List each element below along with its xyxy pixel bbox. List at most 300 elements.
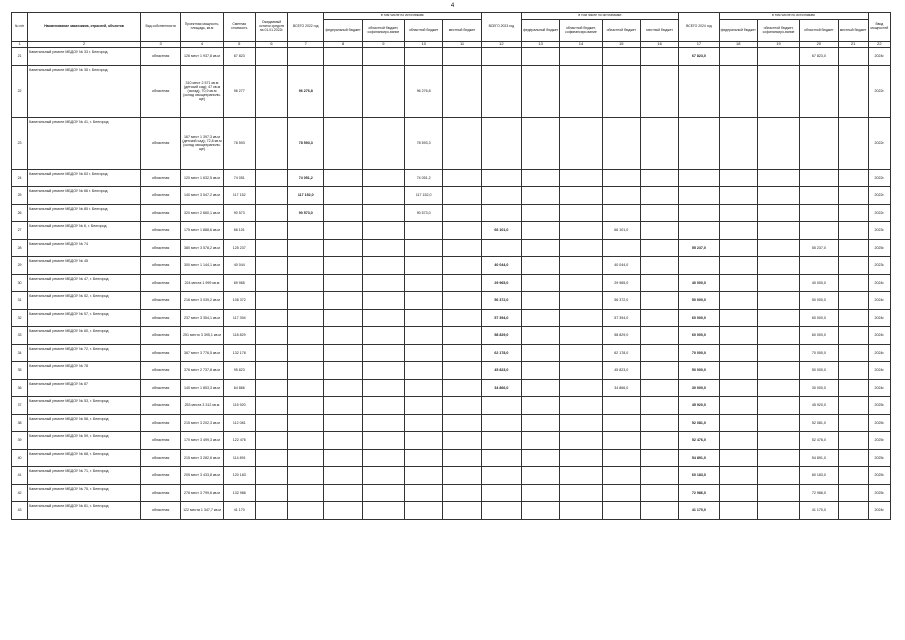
cell-name: Капитальный ремонт МБДОУ № 68, г. Белгород (28, 449, 141, 467)
cell-t24 (679, 187, 719, 205)
cell-yr: 2022г. (868, 187, 890, 205)
cell-t24: 45 920,0 (679, 397, 719, 415)
cell-cap: 380 мест 3 578,2 кв.м (181, 239, 223, 257)
cell-r23: 57 394,0 (602, 309, 640, 327)
cell-exp (255, 502, 287, 520)
cell-own: областная (141, 274, 181, 292)
cell-l23 (640, 467, 678, 485)
cell-r22: 90 573,0 (405, 204, 443, 222)
cell-name: Капитальный ремонт МБДОУ № 52, г. Белгород (28, 292, 141, 310)
cell-l23 (640, 414, 678, 432)
cell-f24 (719, 292, 757, 310)
cell-exp (255, 362, 287, 380)
cell-r22 (405, 379, 443, 397)
cell-c22 (362, 414, 404, 432)
cell-r22 (405, 397, 443, 415)
cell-f24 (719, 362, 757, 380)
cell-f22 (324, 187, 362, 205)
cell-c22 (362, 239, 404, 257)
cell-f22 (324, 117, 362, 169)
cell-t22 (288, 397, 324, 415)
cell-f24 (719, 257, 757, 275)
cell-t24 (679, 257, 719, 275)
cell-c22 (362, 117, 404, 169)
cell-t24: 52 476,0 (679, 432, 719, 450)
cell-l23 (640, 48, 678, 66)
column-index-cell: 22 (868, 42, 890, 48)
cell-r23 (602, 467, 640, 485)
cell-t22 (288, 502, 324, 520)
cell-own: областная (141, 344, 181, 362)
cell-own: областная (141, 239, 181, 257)
cell-c22 (362, 449, 404, 467)
cell-t24: 67 823,0 (679, 48, 719, 66)
cell-r22 (405, 257, 443, 275)
cell-l22 (443, 187, 481, 205)
cell-r24: 60 000,0 (800, 309, 838, 327)
cell-c24 (757, 169, 799, 187)
cell-f24 (719, 222, 757, 240)
table-row (12, 239, 891, 257)
cell-l22 (443, 48, 481, 66)
cell-cap: 367 мест 3 776,5 кв.м (181, 344, 223, 362)
cell-f23 (522, 432, 560, 450)
column-index-cell: 16 (640, 42, 678, 48)
cell-t23 (481, 169, 521, 187)
cell-cap: 237 мест 3 354,1 кв.м (181, 309, 223, 327)
cell-l24 (838, 257, 868, 275)
cell-cap: 205 мест 3 433,8 кв.м (181, 467, 223, 485)
cell-yr: 2025г. (868, 432, 890, 450)
cell-c24 (757, 187, 799, 205)
cell-r23 (602, 414, 640, 432)
column-index-cell: 17 (679, 42, 719, 48)
cell-f23 (522, 65, 560, 117)
cell-yr: 2025г. (868, 397, 890, 415)
cell-exp (255, 239, 287, 257)
cell-r23 (602, 239, 640, 257)
cell-t24: 60 000,0 (679, 309, 719, 327)
header-capacity: Проектная мощность, площадь, кв.м (181, 13, 223, 42)
cell-r24 (800, 117, 838, 169)
cell-r22 (405, 432, 443, 450)
header-commission: Ввод мощностей (868, 13, 890, 42)
cell-f22 (324, 344, 362, 362)
cell-f23 (522, 467, 560, 485)
cell-cap: 140 мест 1 853,3 кв.м (181, 379, 223, 397)
cell-r22 (405, 222, 443, 240)
cell-c22 (362, 397, 404, 415)
cell-est: 64 866 (223, 379, 255, 397)
cell-n: 35 (12, 362, 28, 380)
cell-c24 (757, 48, 799, 66)
cell-exp (255, 379, 287, 397)
cell-name: Капитальный ремонт МБДОУ № 60, г. Белгород (28, 327, 141, 345)
cell-c23 (560, 274, 602, 292)
cell-r22: 96 276,8 (405, 65, 443, 117)
header-group-2022: в том числе по источникам: (324, 13, 481, 20)
cell-exp (255, 414, 287, 432)
cell-n: 31 (12, 292, 28, 310)
cell-exp (255, 222, 287, 240)
cell-exp (255, 467, 287, 485)
cell-exp (255, 204, 287, 222)
cell-c24 (757, 414, 799, 432)
cell-c23 (560, 432, 602, 450)
cell-f24 (719, 65, 757, 117)
column-index-cell: 13 (522, 42, 560, 48)
cell-c24 (757, 204, 799, 222)
cell-t23: 45 823,0 (481, 362, 521, 380)
cell-f24 (719, 344, 757, 362)
cell-l24 (838, 239, 868, 257)
cell-yr: 2024г. (868, 292, 890, 310)
cell-c23 (560, 222, 602, 240)
cell-name: Капитальный ремонт МБДОУ № 63 г. Белгород (28, 169, 141, 187)
cell-exp (255, 432, 287, 450)
header-total-2024: ВСЕГО 2024 год (679, 13, 719, 42)
cell-est: 95 823 (223, 362, 255, 380)
cell-own: областная (141, 449, 181, 467)
cell-r24: 54 891,0 (800, 449, 838, 467)
cell-f24 (719, 309, 757, 327)
header-federal: федеральный бюджет (522, 20, 560, 42)
cell-c24 (757, 467, 799, 485)
cell-own: областная (141, 414, 181, 432)
cell-f23 (522, 187, 560, 205)
cell-f22 (324, 292, 362, 310)
cell-f22 (324, 274, 362, 292)
cell-own: областная (141, 257, 181, 275)
cell-n: 42 (12, 484, 28, 502)
table-row (12, 309, 891, 327)
cell-t22 (288, 484, 324, 502)
header-name: Наименование заказчиков, отраслей, объектов (28, 13, 141, 42)
cell-c24 (757, 257, 799, 275)
cell-f24 (719, 414, 757, 432)
cell-name: Капитальный ремонт МБДОУ № 58, г. Белгород (28, 414, 141, 432)
cell-name: Капитальный ремонт МБДОУ № 75, г. Белгород (28, 484, 141, 502)
cell-r22 (405, 292, 443, 310)
cell-t23 (481, 65, 521, 117)
cell-f22 (324, 414, 362, 432)
table-body (12, 48, 891, 520)
cell-cap: 120 мест 1 632,5 кв.м (181, 169, 223, 187)
cell-yr: 2024г. (868, 48, 890, 66)
cell-yr: 2022г. (868, 169, 890, 187)
cell-c24 (757, 344, 799, 362)
cell-r24: 30 000,0 (800, 379, 838, 397)
cell-t22 (288, 222, 324, 240)
cell-t23: 58 829,0 (481, 327, 521, 345)
cell-yr: 2022г. (868, 65, 890, 117)
cell-cap: 251 место 3 395,1 кв.м (181, 327, 223, 345)
cell-r22 (405, 449, 443, 467)
cell-r23: 62 178,0 (602, 344, 640, 362)
cell-t24 (679, 117, 719, 169)
cell-f24 (719, 169, 757, 187)
cell-cap: 278 мест 3 799,6 кв.м (181, 484, 223, 502)
cell-n: 25 (12, 187, 28, 205)
cell-c24 (757, 502, 799, 520)
cell-r23: 29 965,0 (602, 274, 640, 292)
cell-l22 (443, 222, 481, 240)
cell-r23 (602, 484, 640, 502)
cell-l23 (640, 327, 678, 345)
cell-r22 (405, 502, 443, 520)
cell-cap: 320 мест 2 660,1 кв.м (181, 204, 223, 222)
cell-f24 (719, 327, 757, 345)
cell-f22 (324, 484, 362, 502)
cell-r23: 45 823,0 (602, 362, 640, 380)
cell-c24 (757, 449, 799, 467)
cell-c23 (560, 65, 602, 117)
cell-c23 (560, 309, 602, 327)
cell-r23 (602, 48, 640, 66)
cell-c24 (757, 309, 799, 327)
cell-c23 (560, 397, 602, 415)
cell-est: 117 394 (223, 309, 255, 327)
cell-t22 (288, 362, 324, 380)
cell-yr: 2023г. (868, 222, 890, 240)
cell-c24 (757, 432, 799, 450)
table-row (12, 467, 891, 485)
cell-f23 (522, 257, 560, 275)
cell-l22 (443, 449, 481, 467)
cell-c24 (757, 362, 799, 380)
cell-l22 (443, 257, 481, 275)
column-index-cell: 10 (405, 42, 443, 48)
cell-t23 (481, 239, 521, 257)
cell-own: областная (141, 432, 181, 450)
cell-r23 (602, 65, 640, 117)
header-local: местный бюджет (640, 20, 678, 42)
cell-l24 (838, 274, 868, 292)
cell-l24 (838, 414, 868, 432)
cell-cap: 126 мест 1 937,8 кв.м (181, 48, 223, 66)
cell-r24: 50 000,0 (800, 362, 838, 380)
header-num: № п/п (12, 13, 28, 42)
cell-yr: 2025г. (868, 414, 890, 432)
cell-c23 (560, 48, 602, 66)
cell-l22 (443, 362, 481, 380)
cell-t22 (288, 467, 324, 485)
cell-l22 (443, 327, 481, 345)
cell-c22 (362, 187, 404, 205)
cell-name: Капитальный ремонт МБДОУ № 53, г. Белгород (28, 397, 141, 415)
cell-est: 115 920 (223, 397, 255, 415)
cell-n: 28 (12, 239, 28, 257)
cell-l22 (443, 117, 481, 169)
cell-l24 (838, 379, 868, 397)
cell-exp (255, 65, 287, 117)
cell-est: 132 178 (223, 344, 255, 362)
cell-name: Капитальный ремонт МБДОУ № 45 (28, 257, 141, 275)
header-local: местный бюджет (838, 20, 868, 42)
cell-f22 (324, 449, 362, 467)
column-index-cell: 20 (800, 42, 838, 48)
cell-l24 (838, 344, 868, 362)
cell-l23 (640, 257, 678, 275)
cell-t24: 50 000,0 (679, 362, 719, 380)
cell-yr: 2025г. (868, 484, 890, 502)
cell-l23 (640, 187, 678, 205)
cell-c24 (757, 397, 799, 415)
cell-exp (255, 187, 287, 205)
cell-est: 67 823 (223, 48, 255, 66)
cell-exp (255, 397, 287, 415)
cell-cap: 170 мест 3 499,3 кв.м (181, 432, 223, 450)
cell-l22 (443, 309, 481, 327)
cell-est: 90 573 (223, 204, 255, 222)
cell-c23 (560, 344, 602, 362)
cell-yr: 2024г. (868, 362, 890, 380)
cell-n: 29 (12, 257, 28, 275)
table-row (12, 169, 891, 187)
cell-exp (255, 117, 287, 169)
cell-l24 (838, 222, 868, 240)
cell-c23 (560, 449, 602, 467)
column-index-cell: 19 (757, 42, 799, 48)
cell-cap: 300 мест 1 144,1 кв.м (181, 257, 223, 275)
cell-exp (255, 292, 287, 310)
column-index-cell: 1 (12, 42, 28, 48)
cell-f24 (719, 48, 757, 66)
cell-t22 (288, 327, 324, 345)
cell-n: 27 (12, 222, 28, 240)
cell-t22 (288, 257, 324, 275)
cell-c24 (757, 222, 799, 240)
cell-name: Капитальный ремонт МБДОУ № 41, г. Белгород (28, 117, 141, 169)
cell-t24: 60 000,0 (679, 327, 719, 345)
cell-name: Капитальный ремонт МБДОУ № 59, г. Белгород (28, 432, 141, 450)
cell-r24 (800, 65, 838, 117)
cell-n: 38 (12, 414, 28, 432)
cell-l23 (640, 65, 678, 117)
cell-c22 (362, 309, 404, 327)
cell-l23 (640, 222, 678, 240)
cell-own: областная (141, 204, 181, 222)
cell-n: 36 (12, 379, 28, 397)
cell-l24 (838, 48, 868, 66)
cell-est: 117 152 (223, 187, 255, 205)
cell-est: 74 051 (223, 169, 255, 187)
cell-l23 (640, 309, 678, 327)
cell-own: областная (141, 117, 181, 169)
cell-own: областная (141, 48, 181, 66)
cell-l22 (443, 344, 481, 362)
cell-cap: 167 мест 1 397,3 кв.м (детский сад); 72,8 кв.м (склад овощехранили-ще) (181, 117, 223, 169)
header-total-2022: ВСЕГО 2022 год (288, 13, 324, 42)
cell-t24 (679, 169, 719, 187)
cell-l23 (640, 432, 678, 450)
header-local: местный бюджет (443, 20, 481, 42)
cell-r22 (405, 274, 443, 292)
cell-f23 (522, 274, 560, 292)
cell-l23 (640, 397, 678, 415)
table-row (12, 117, 891, 169)
table-row (12, 449, 891, 467)
cell-l23 (640, 502, 678, 520)
cell-name: Капитальный ремонт МБДОУ № 74 (28, 239, 141, 257)
cell-name: Капитальный ремонт МБДОУ № 66 г. Белгород (28, 187, 141, 205)
cell-cap: 376 мест 2 737,8 кв.м (181, 362, 223, 380)
cell-t23: 56 372,0 (481, 292, 521, 310)
cell-c22 (362, 379, 404, 397)
column-index-cell: 15 (602, 42, 640, 48)
cell-n: 21 (12, 48, 28, 66)
cell-est: 112 081 (223, 414, 255, 432)
cell-f23 (522, 397, 560, 415)
cell-r22 (405, 309, 443, 327)
cell-t24: 60 183,0 (679, 467, 719, 485)
cell-f24 (719, 432, 757, 450)
cell-t23 (481, 117, 521, 169)
cell-yr: 2025г. (868, 449, 890, 467)
cell-exp (255, 309, 287, 327)
cell-r22 (405, 327, 443, 345)
cell-c24 (757, 239, 799, 257)
table-row (12, 222, 891, 240)
cell-t24: 55 237,0 (679, 239, 719, 257)
cell-l23 (640, 484, 678, 502)
cell-l24 (838, 467, 868, 485)
cell-yr: 2023г. (868, 257, 890, 275)
cell-t23 (481, 204, 521, 222)
cell-c22 (362, 65, 404, 117)
cell-f22 (324, 327, 362, 345)
cell-name: Капитальный ремонт МБДОУ № 85 г. Белгород (28, 204, 141, 222)
cell-c23 (560, 327, 602, 345)
cell-r22: 117 152,0 (405, 187, 443, 205)
table-row (12, 204, 891, 222)
cell-f23 (522, 309, 560, 327)
column-index-cell: 11 (443, 42, 481, 48)
cell-n: 40 (12, 449, 28, 467)
column-index-cell: 12 (481, 42, 521, 48)
cell-l24 (838, 117, 868, 169)
cell-r24: 50 000,0 (800, 292, 838, 310)
table-row (12, 48, 891, 66)
cell-own: областная (141, 379, 181, 397)
cell-f23 (522, 414, 560, 432)
table-row (12, 257, 891, 275)
cell-r23: 40 044,0 (602, 257, 640, 275)
cell-l24 (838, 327, 868, 345)
cell-f24 (719, 239, 757, 257)
cell-t22 (288, 449, 324, 467)
table-row (12, 65, 891, 117)
cell-r22 (405, 48, 443, 66)
cell-cap: 224 места 1 999 кв.м (181, 274, 223, 292)
cell-est: 66 101 (223, 222, 255, 240)
cell-r23 (602, 117, 640, 169)
cell-r24 (800, 169, 838, 187)
header-ownership: Вид собственности (141, 13, 181, 42)
cell-r24 (800, 204, 838, 222)
cell-t24: 54 891,0 (679, 449, 719, 467)
table-row (12, 414, 891, 432)
cell-name: Капитальный ремонт МБДОУ № 35 г. Белгород (28, 65, 141, 117)
cell-c22 (362, 344, 404, 362)
cell-t22: 78 593,3 (288, 117, 324, 169)
cell-n: 37 (12, 397, 28, 415)
cell-f22 (324, 169, 362, 187)
cell-own: областная (141, 309, 181, 327)
cell-t23: 57 394,0 (481, 309, 521, 327)
cell-l24 (838, 169, 868, 187)
cell-l22 (443, 414, 481, 432)
